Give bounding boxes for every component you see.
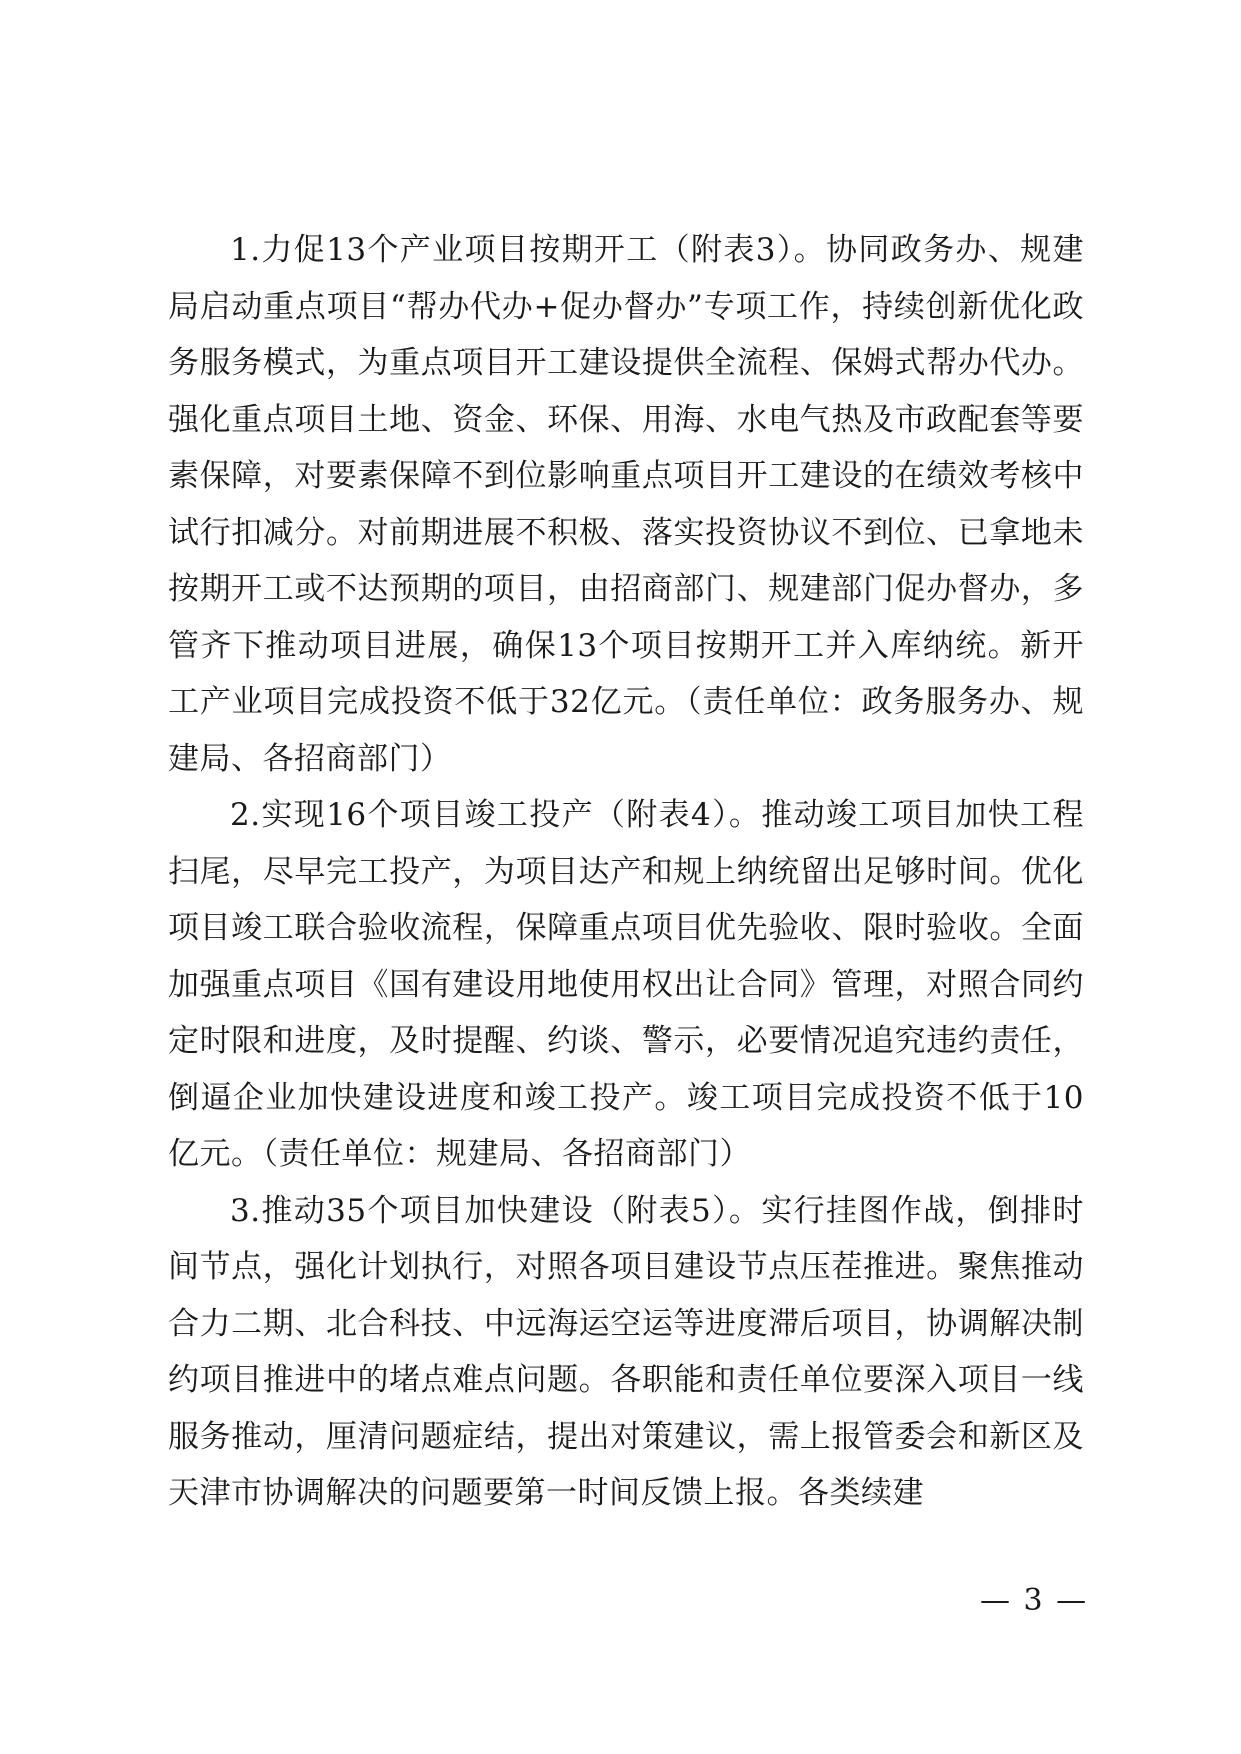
paragraph-3: 3.推动35个项目加快建设（附表5）。实行挂图作战，倒排时间节点，强化计划执行，对照各项目建设节点压茬推进。聚焦推动合力二期、北合科技、中远海运空运等进度滞后项目，协调解决制约项目推进中的堵点难点问题。各职能和责任单位要深入项目一线服务推动，厘清问题症结，提出对策建议，需上报管委会和新区及天津市协调解决的问题要第一时间反馈上报。各类续建 bbox=[168, 1192, 1084, 1511]
page-number: — 3 — bbox=[980, 1583, 1089, 1618]
paragraph-1: 1.力促13个产业项目按期开工（附表3）。协同政务办、规建局启动重点项目“帮办代办+促办督办”专项工作，持续创新优化政务服务模式，为重点项目开工建设提供全流程、保姆式帮办代办。强化重点项目土地、资金、环保、用海、水电气热及市政配套等要素保障，对要素保障不到位影响重点项目开工建设的在绩效考核中试行扣减分。对前期进展不积极、落实投资协议不到位、已拿地未按期开工或不达预期的项目，由招商部门、规建部门促办督办，多管齐下推动项目进展，确保13个项目按期开工并入库纳统。新开工产业项目完成投资不低于32亿元。（责任单位：政务服务办、规建局、各招商部门） bbox=[168, 232, 1084, 777]
paragraph-2: 2.实现16个项目竣工投产（附表4）。推动竣工项目加快工程扫尾，尽早完工投产，为项目达产和规上纳统留出足够时间。优化项目竣工联合验收流程，保障重点项目优先验收、限时验收。全面加强重点项目《国有建设用地使用权出让合同》管理，对照合同约定时限和进度，及时提醒、约谈、警示，必要情况追究违约责任，倒逼企业加快建设进度和竣工投产。竣工项目完成投资不低于10亿元。（责任单位：规建局、各招商部门） bbox=[168, 797, 1084, 1172]
document-body bbox=[168, 222, 1084, 1522]
